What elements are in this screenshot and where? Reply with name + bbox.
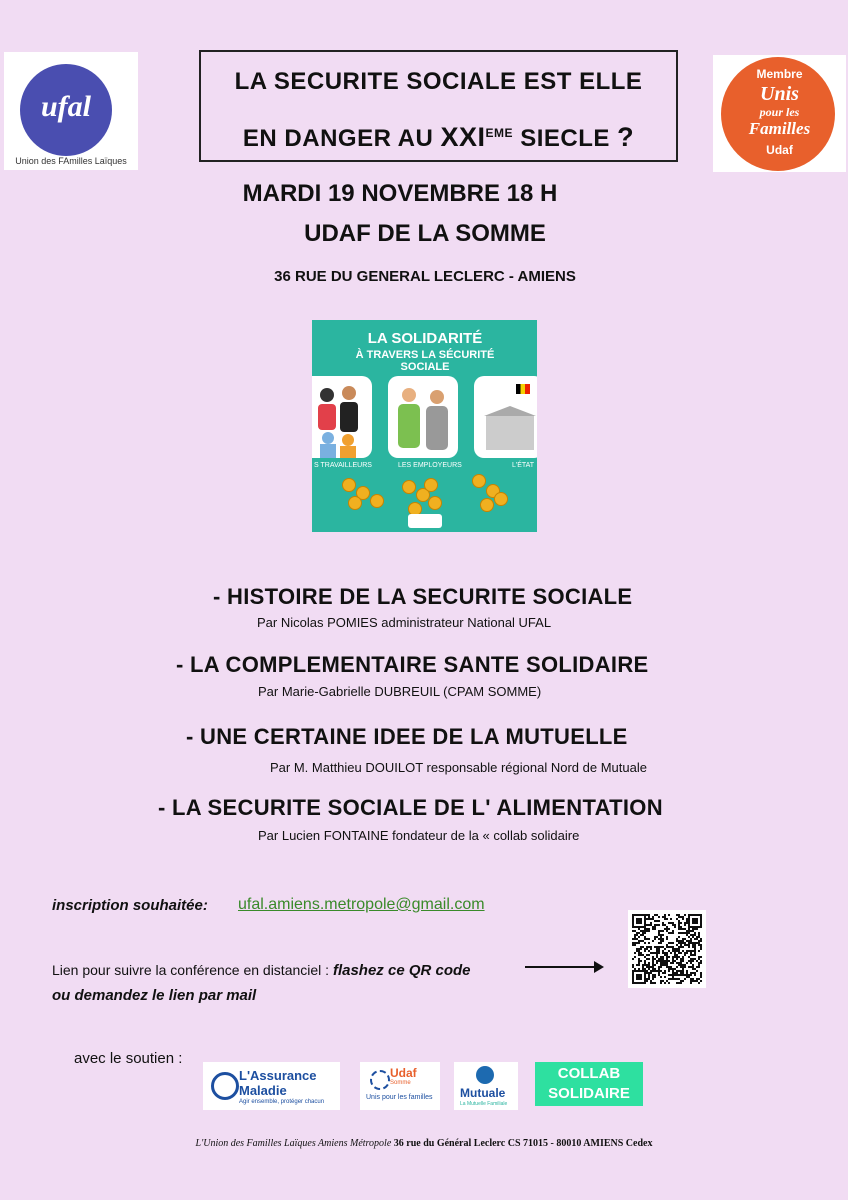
mutuale-name: Mutuale bbox=[460, 1086, 506, 1100]
remote-line-1 bbox=[52, 962, 471, 979]
illustration-label-workers: S TRAVAILLEURS bbox=[314, 462, 372, 469]
mutuale-tagline: La Mutuelle Familiale bbox=[460, 1101, 508, 1107]
qr-code[interactable] bbox=[628, 910, 706, 988]
assurance-tagline: Agir ensemble, protéger chacun bbox=[239, 1099, 325, 1105]
sponsor-udaf-somme bbox=[360, 1062, 440, 1110]
event-venue: UDAF DE LA SOMME bbox=[304, 220, 546, 247]
title-question-mark: ? bbox=[617, 122, 635, 152]
program-item-1-title: - HISTOIRE DE LA SECURITE SOCIALE bbox=[213, 584, 633, 609]
udaf-logo-brand: Udaf bbox=[766, 143, 793, 157]
footer-address: 36 rue du Général Leclerc CS 71015 - 80010 AMIENS Cedex bbox=[391, 1138, 653, 1149]
title-box bbox=[199, 50, 678, 162]
assurance-maladie-icon bbox=[211, 1072, 239, 1100]
illustration-title-2: À TRAVERS LA SÉCURITÉ SOCIALE bbox=[355, 349, 495, 373]
title-line-1: LA SECURITE SOCIALE EST ELLE bbox=[234, 68, 643, 95]
event-date: MARDI 19 NOVEMBRE 18 H bbox=[242, 180, 558, 207]
remote-line-2: ou demandez le lien par mail bbox=[52, 987, 257, 1004]
title-century: XXI bbox=[440, 122, 486, 152]
ufal-logo bbox=[4, 52, 138, 170]
remote-qr-text: flashez ce QR code bbox=[332, 962, 471, 979]
program-item-4-speaker: Par Lucien FONTAINE fondateur de la « collab solidaire bbox=[258, 828, 580, 843]
sponsor-mutuale bbox=[454, 1062, 518, 1110]
illustration-banner bbox=[330, 324, 520, 372]
assurance-line-1: L'Assurance bbox=[239, 1068, 317, 1083]
workers-panel bbox=[312, 376, 372, 458]
support-label: avec le soutien : bbox=[74, 1050, 183, 1067]
qr-code-icon bbox=[632, 914, 702, 984]
udaf-logo-unis: Unis bbox=[760, 83, 799, 105]
udaf-sponsor-sub: Somme bbox=[390, 1080, 411, 1086]
event-address: 36 RUE DU GENERAL LECLERC - AMIENS bbox=[274, 268, 576, 285]
udaf-logo-pour-les: pour les bbox=[759, 105, 800, 119]
title-century-sup: EME bbox=[485, 126, 514, 140]
udaf-star-icon bbox=[370, 1070, 390, 1090]
program-item-2-title: - LA COMPLEMENTAIRE SANTE SOLIDAIRE bbox=[176, 652, 649, 677]
title-line-2-pre: EN DANGER AU bbox=[242, 125, 441, 152]
collab-line-1: COLLAB bbox=[557, 1065, 621, 1082]
illustration-label-state: L'ÉTAT bbox=[512, 462, 535, 469]
illustration-label-employers: LES EMPLOYEURS bbox=[398, 462, 462, 469]
program-item-2-speaker: Par Marie-Gabrielle DUBREUIL (CPAM SOMME) bbox=[258, 684, 542, 699]
arrow-head-icon bbox=[594, 961, 604, 973]
program-item-3-title: - UNE CERTAINE IDEE DE LA MUTUELLE bbox=[186, 724, 628, 749]
program-item-4-title: - LA SECURITE SOCIALE DE L' ALIMENTATION bbox=[158, 795, 663, 820]
assurance-line-2: Maladie bbox=[239, 1083, 287, 1098]
illustration-title-1: LA SOLIDARITÉ bbox=[367, 330, 483, 347]
collab-line-2: SOLIDAIRE bbox=[548, 1085, 630, 1102]
udaf-sponsor-tagline: Unis pour les familles bbox=[366, 1094, 433, 1101]
udaf-sponsor-brand: Udaf bbox=[390, 1066, 417, 1080]
footer-org: L'Union des Familles Laïques Amiens Métropole bbox=[195, 1138, 392, 1149]
footer bbox=[0, 1138, 848, 1149]
title-line-2-post: SIECLE bbox=[513, 125, 618, 152]
title-line-2 bbox=[201, 122, 676, 153]
registration-email-link[interactable]: ufal.amiens.metropole@gmail.com bbox=[238, 896, 485, 913]
udaf-logo-familles: Familles bbox=[748, 119, 811, 138]
program-item-3-speaker: Par M. Matthieu DOUILOT responsable régional Nord de Mutuale bbox=[270, 760, 647, 775]
ufal-logo-subtitle: Union des FAmilles Laïques bbox=[15, 156, 127, 166]
state-panel bbox=[474, 376, 537, 458]
employers-panel bbox=[388, 376, 458, 458]
ufal-logo-word: ufal bbox=[40, 90, 91, 123]
program-item-1-speaker: Par Nicolas POMIES administrateur National UFAL bbox=[257, 615, 552, 630]
udaf-logo-membre: Membre bbox=[756, 67, 803, 81]
remote-intro: Lien pour suivre la conférence en distanciel : bbox=[52, 962, 333, 978]
arrow-icon bbox=[525, 966, 597, 968]
udaf-membre-logo bbox=[713, 55, 846, 172]
sponsor-collab-solidaire bbox=[535, 1062, 643, 1106]
sponsor-assurance-maladie bbox=[203, 1062, 340, 1110]
mutuale-icon bbox=[476, 1066, 494, 1084]
solidarity-illustration bbox=[312, 320, 537, 532]
registration-label: inscription souhaitée: bbox=[52, 897, 208, 914]
